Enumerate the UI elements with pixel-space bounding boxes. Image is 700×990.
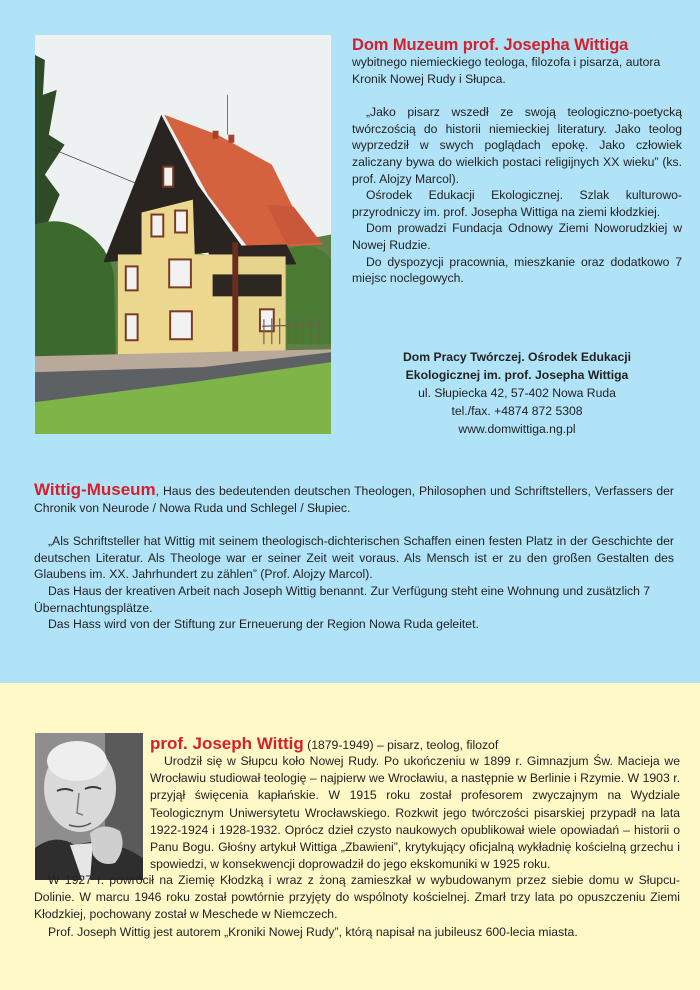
org-name-line-2: Ekologicznej im. prof. Josepha Wittiga — [405, 368, 629, 382]
biography-roles: – pisarz, teolog, filozof — [373, 738, 499, 752]
paragraph-pl: Do dyspozycji pracownia, mieszkanie oraz dodatkowo 7 miejsc noclegowych. — [352, 254, 682, 286]
museum-title-pl: Dom Muzeum prof. Josepha Wittiga — [352, 36, 629, 54]
polish-museum-description — [352, 36, 682, 287]
biography-paragraph: Prof. Joseph Wittig jest autorem „Kroniki Nowej Rudy”, którą napisał na jubileusz 600-lecia miasta. — [48, 924, 578, 939]
quote-paragraph-de: „Als Schriftsteller hat Wittig mit seinem theologisch-dichterischen Schaffen einen festen Platz in der Geschichte der deutschen Literatur. Als Theologe war er seiner Zeit weit voraus. Als Mensch ist er zu den großen Gestalten des Glaubens im. XX. Jahrhundert zu zählen” (Prof. Alojzy Marcol). — [34, 534, 674, 582]
biography-text-full-width — [34, 872, 680, 941]
quote-paragraph-pl: „Jako pisarz wszedł ze swoją teologiczno-poetycką twórczością do historii niemieckiej literatury. Jako teolog wyprzedził w swych poglądach epokę. Jako człowiek zaliczany bywa do wielkich postaci religijnych XX wieku” (ks. prof. Alojzy Marcol). — [352, 105, 682, 186]
house-illustration — [35, 35, 331, 434]
museum-subtitle-pl: wybitnego niemieckiego teologa, filozofa i pisarza, autora Kronik Nowej Rudy i Słupca. — [352, 55, 661, 86]
paragraph-de: Das Hass wird von der Stiftung zur Erneuerung der Region Nowa Ruda geleitet. — [48, 617, 479, 632]
paragraph-pl: Ośrodek Edukacji Ekologicznej. Szlak kulturowo-przyrodniczy im. prof. Josepha Wittiga na ziemi kłodzkiej. — [352, 188, 682, 219]
german-museum-description — [34, 482, 674, 633]
museum-title-de: Wittig-Museum — [34, 480, 156, 499]
house-photo — [35, 35, 331, 434]
biography-paragraph: W 1927 r. powrócił na Ziemię Kłodzką i wraz z żoną zamieszkał w wybudowanym przez siebie domu w Słupcu-Dolinie. W marcu 1946 roku został powtórnie przyjęty do wspólnoty kościelnej. Zmarł trzy lata po opuszczeniu Ziemi Kłodzkiej, pochowany został w Meschede w Niemczech. — [34, 873, 680, 922]
portrait-photo — [35, 733, 143, 880]
biography-name: prof. Joseph Wittig — [150, 734, 304, 753]
org-name-line-1: Dom Pracy Twórczej. Ośrodek Edukacji — [402, 350, 632, 364]
address: ul. Słupiecka 42, 57-402 Nowa Ruda — [418, 386, 616, 400]
phone-fax: tel./fax. +4874 872 5308 — [451, 404, 583, 418]
biography-heading — [150, 735, 680, 754]
biography-years: (1879-1949) — [303, 738, 374, 752]
portrait-illustration — [35, 733, 143, 880]
museum-intro-de: , Haus des bedeutenden deutschen Theologen, Philosophen und Schriftstellers, Verfassers der Chronik von Neurode / Nowa Ruda und Schlegel / Słupiec. — [34, 484, 674, 515]
paragraph-de: Das Haus der kreativen Arbeit nach Joseph Wittig benannt. Zur Verfügung steht eine Wohnung und zusätzlich 7 Übernachtungsplätze. — [34, 583, 651, 615]
biography-text-beside-portrait — [150, 753, 680, 873]
website-link[interactable]: www.domwittiga.ng.pl — [458, 422, 576, 436]
biography-paragraph: Urodził się w Słupcu koło Nowej Rudy. Po ukończeniu w 1899 r. Gimnazjum Św. Macieja we Wrocławiu studiował teologię – najpierw we Wrocławiu, a następnie w Berlinie i Rzymie. W 1903 r. przyjął święcenia kapłańskie. W 1915 roku został profesorem zwyczajnym na Wydziale Teologicznym Uniwersytetu Wrocławskiego. Rozkwit jego twórczości pisarskiej przypadł na lata 1922-1924 i 1928-1932. Oprócz dzieł czysto naukowych opublikował wiele opowiadań – historii o Panu Bogu. Głośny artykuł Wittiga „Zbawieni”, krytykujący oficjalną wykładnię kościelną grzechu i spowiedzi, w konsekwencji doprowadził do jego ekskomuniki w 1925 roku. — [150, 754, 680, 872]
contact-block — [352, 348, 682, 438]
paragraph-pl: Dom prowadzi Fundacja Odnowy Ziemi Noworudzkiej w Nowej Rudzie. — [352, 221, 682, 252]
